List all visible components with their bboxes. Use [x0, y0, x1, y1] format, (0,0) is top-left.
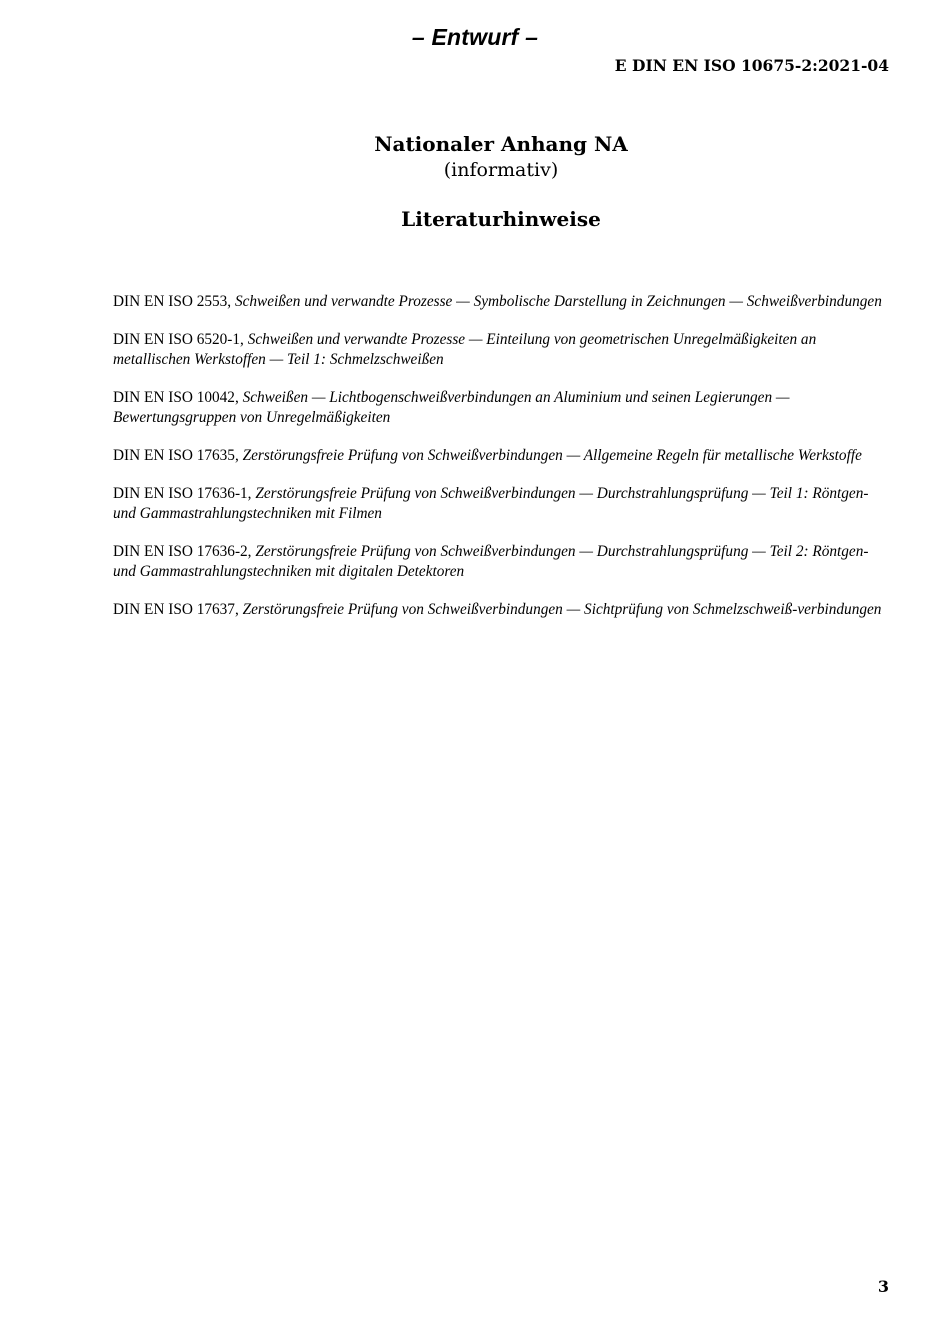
reference-item: [113, 542, 888, 582]
reference-number: DIN EN ISO 17635,: [113, 447, 243, 464]
reference-number: DIN EN ISO 17636-1,: [113, 485, 256, 502]
reference-number: DIN EN ISO 17637,: [113, 601, 243, 618]
reference-title: Schweißen und verwandte Prozesse — Symbolische Darstellung in Zeichnungen — Schweißverbindungen: [234, 293, 882, 310]
annex-subtitle: (informativ): [443, 159, 559, 181]
reference-number: DIN EN ISO 17636-2,: [113, 543, 256, 560]
reference-title: Zerstörungsfreie Prüfung von Schweißverbindungen — Sichtprüfung von Schmelzschweiß-verbindungen: [242, 601, 882, 618]
reference-title: Schweißen und verwandte Prozesse — Einteilung von geometrischen Unregelmäßigkeiten an metallischen Werkstoffen — Teil 1: Schmelzschweißen: [113, 331, 817, 368]
reference-item: [113, 484, 888, 524]
reference-title: Zerstörungsfreie Prüfung von Schweißverbindungen — Durchstrahlungsprüfung — Teil 1: Röntgen- und Gammastrahlungstechniken mit Filmen: [113, 485, 869, 522]
draft-watermark-heading: – Entwurf –: [411, 24, 539, 50]
reference-title: Schweißen — Lichtbogenschweißverbindungen an Aluminium und seinen Legierungen — Bewertungsgruppen von Unregelmäßigkeiten: [113, 389, 790, 426]
reference-item: [113, 330, 888, 370]
reference-item: [113, 388, 888, 428]
reference-number: DIN EN ISO 6520-1,: [113, 331, 248, 348]
page-number: 3: [877, 1277, 889, 1296]
reference-list: [113, 292, 888, 638]
reference-title: Zerstörungsfreie Prüfung von Schweißverbindungen — Allgemeine Regeln für metallische Werkstoffe: [242, 447, 862, 464]
reference-item: [113, 600, 888, 620]
annex-title: Nationaler Anhang NA: [374, 132, 628, 156]
reference-item: [113, 446, 888, 466]
reference-item: [113, 292, 888, 312]
document-id: E DIN EN ISO 10675-2:2021-04: [614, 56, 889, 75]
reference-number: DIN EN ISO 10042,: [113, 389, 243, 406]
reference-title: Zerstörungsfreie Prüfung von Schweißverbindungen — Durchstrahlungsprüfung — Teil 2: Röntgen- und Gammastrahlungstechniken mit digitalen Detektoren: [113, 543, 869, 580]
reference-number: DIN EN ISO 2553,: [113, 293, 235, 310]
section-title: Literaturhinweise: [401, 207, 601, 231]
